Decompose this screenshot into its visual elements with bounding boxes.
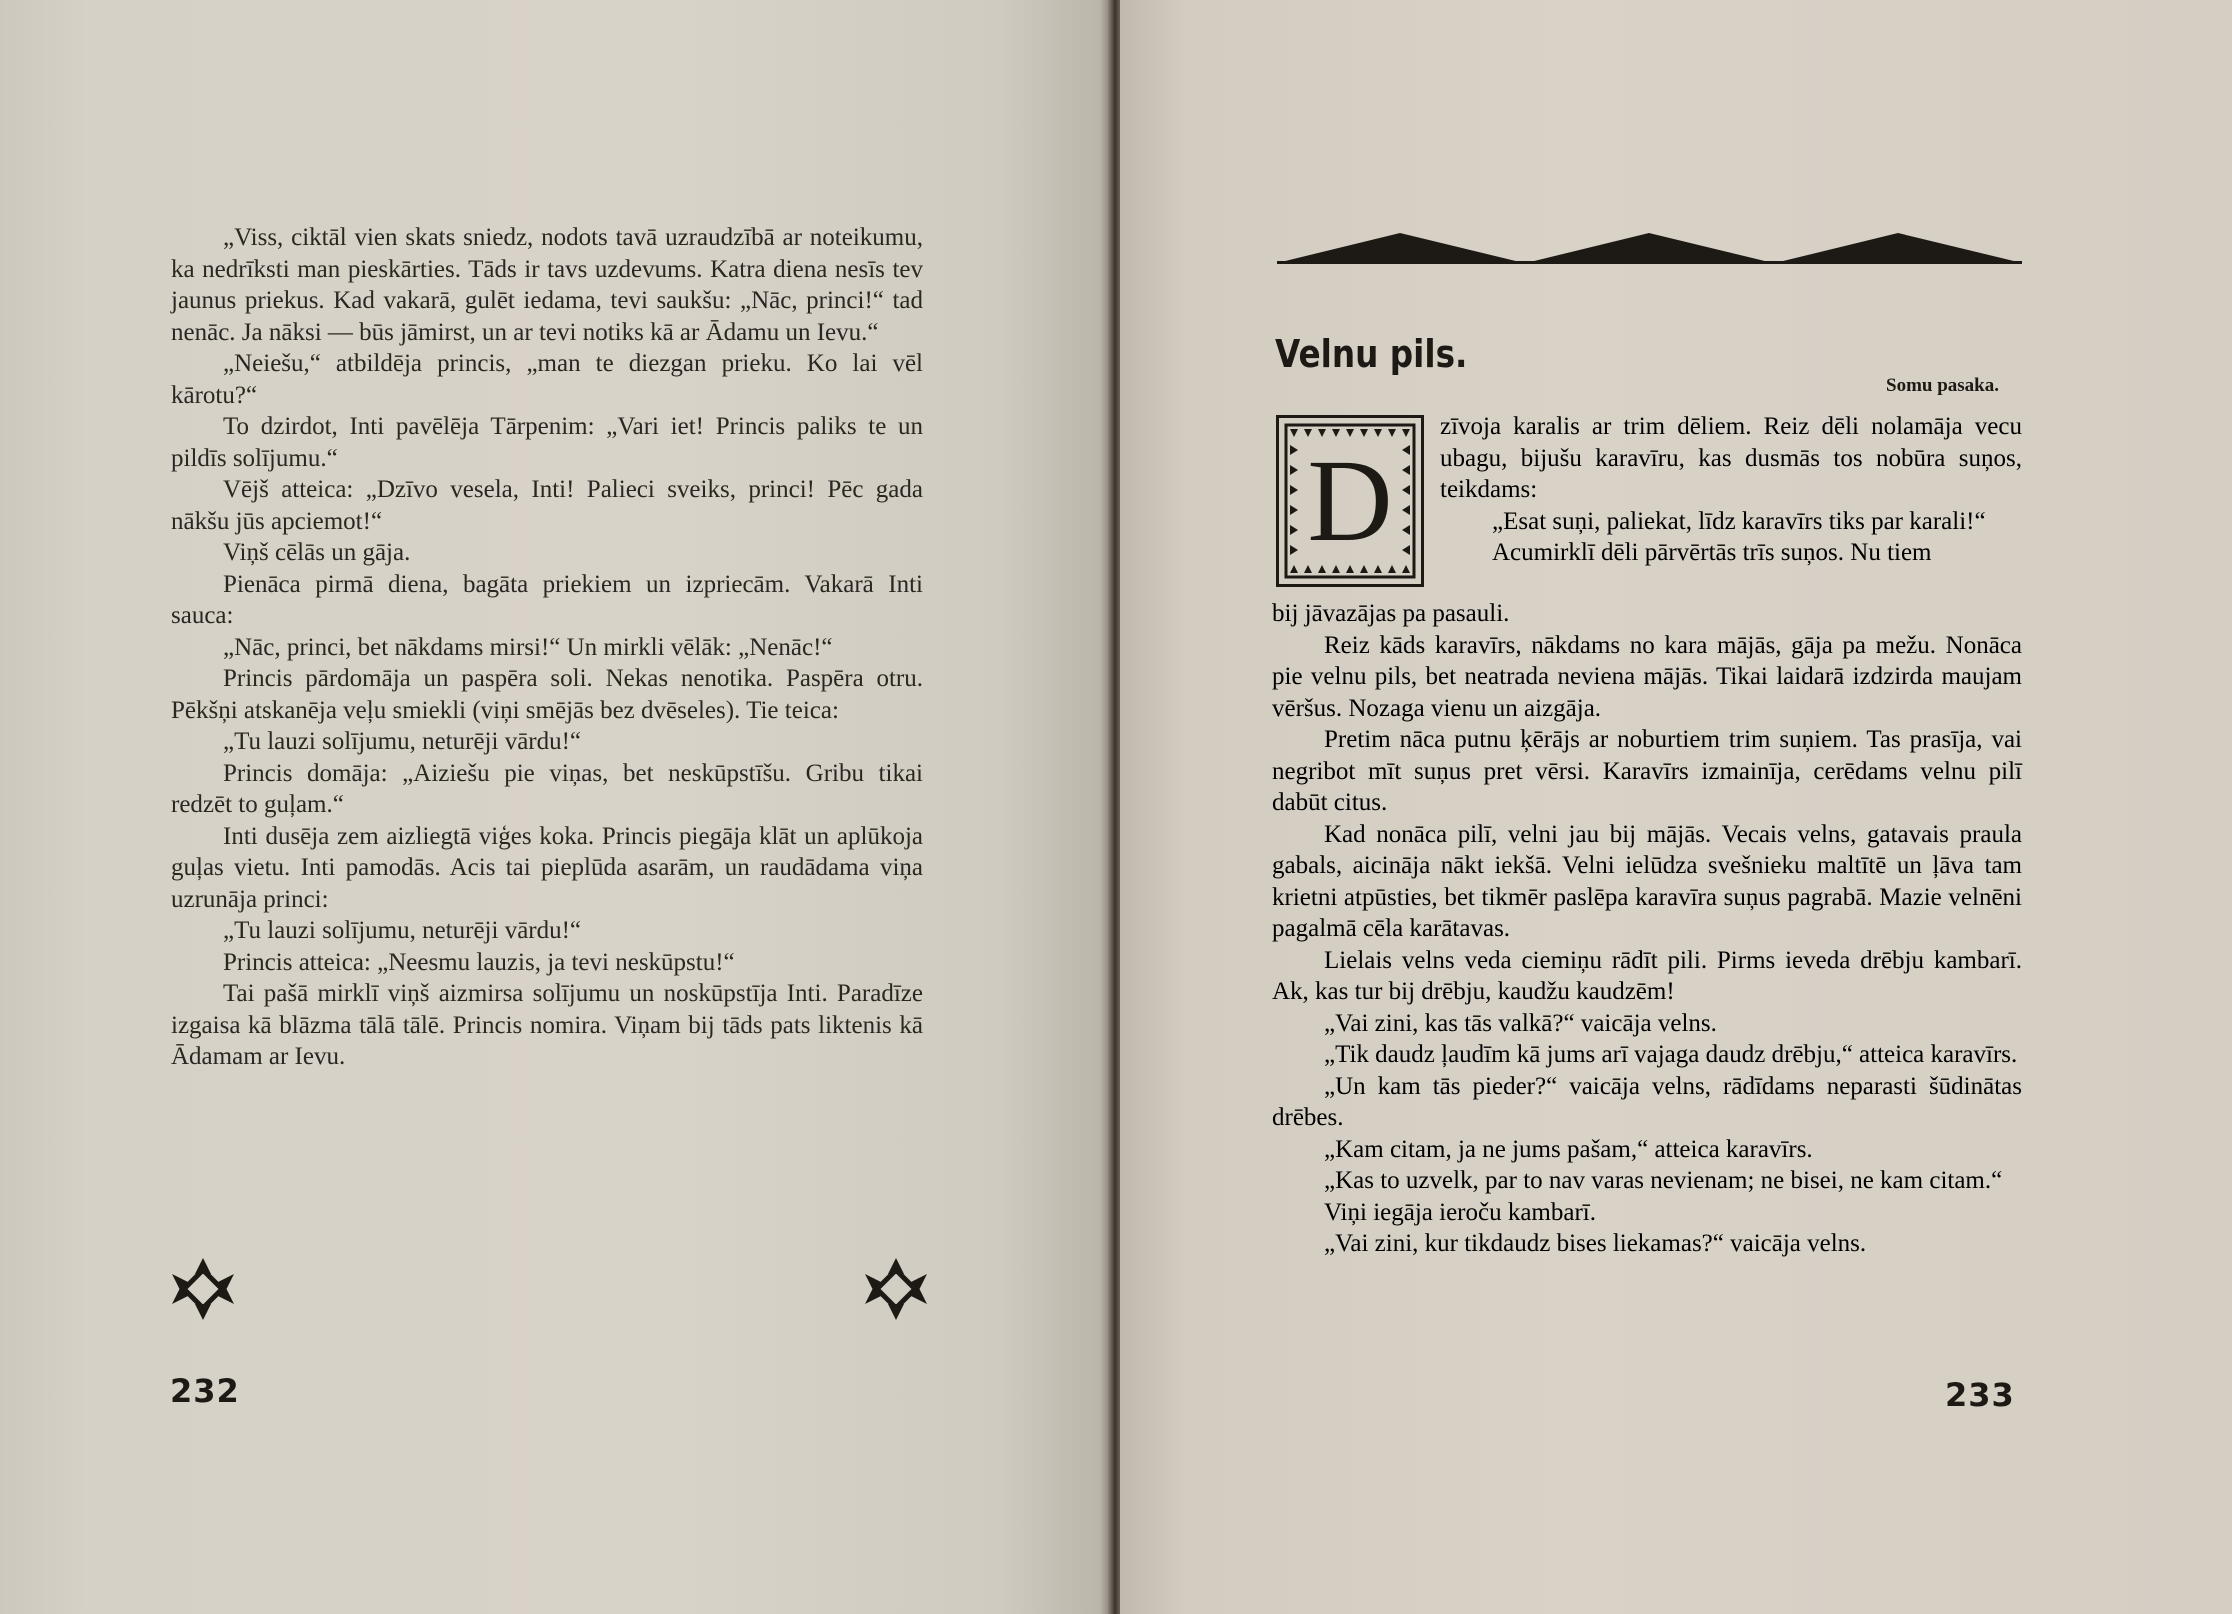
paragraph: „Vai zini, kas tās valkā?“ vaicāja velns. — [1324, 1009, 1717, 1037]
right-page-text — [1272, 598, 2022, 1260]
paragraph: Princis pārdomāja un paspēra soli. Nekas nenotika. Paspēra otru. Pēkšņi atskanēja veļu smiekli (viņi smējās bez dvēseles). Tie teica: — [171, 665, 923, 724]
paragraph: „Esat suņi, paliekat, līdz karavīrs tiks par karali!“ — [1492, 507, 1986, 535]
paragraph: „Un kam tās pieder?“ vaicāja velns, rādīdams neparasti šūdinātas drēbes. — [1272, 1072, 2022, 1131]
right-page-wrapped-text — [1440, 411, 2022, 569]
paragraph: zīvoja karalis ar trim dēliem. Reiz dēli nolamāja vecu ubagu, bijušu karavīru, kas dusmās tos nobūra suņos, teikdams: — [1440, 413, 2022, 503]
paragraph: Lielais velns veda ciemiņu rādīt pili. Pirms ieveda drēbju kambarī. Ak, kas tur bij drēbju, kaudžu kaudzēm! — [1272, 946, 2022, 1005]
triangle-header-ornament — [1277, 229, 2022, 269]
paragraph: „Vai zini, kur tikdaudz bises liekamas?“ vaicāja velns. — [1324, 1230, 1867, 1257]
paragraph: „Tu lauzi solījumu, neturēji vārdu!“ — [223, 728, 582, 755]
star-ornament-right — [863, 1256, 929, 1322]
paragraph: Viņi iegāja ieroču kambarī. — [1324, 1198, 1596, 1226]
paragraph: Inti dusēja zem aizliegtā viģes koka. Princis piegāja klāt un aplūkoja guļas vietu. Inti pamodās. Acis tai pieplūda asarām, un raudādama viņa uzrunāja princi: — [171, 822, 923, 913]
paragraph: „Kam citam, ja ne jums pašam,“ atteica karavīrs. — [1324, 1135, 1813, 1163]
chapter-subtitle: Somu pasaka. — [1886, 375, 1999, 396]
paragraph: Princis atteica: „Neesmu lauzis, ja tevi neskūpstu!“ — [223, 948, 735, 976]
page-number: 233 — [1945, 1376, 2015, 1414]
left-page — [0, 0, 1110, 1614]
paragraph: Viņš cēlās un gāja. — [223, 539, 411, 566]
paragraph: „Viss, ciktāl vien skats sniedz, nodots tavā uzraudzībā ar noteikumu, ka nedrīksti man pieskārties. Tāds ir tavs uzdevums. Katra diena nesīs tev jaunus priekus. Kad vakarā, gulēt iedama, tevi saukšu: „Nāc, princi!“ tad nenāc. Ja nāksi — būs jāmirst, un ar tevi notiks kā ar Ādamu un Ievu.“ — [171, 224, 923, 346]
paragraph: bij jāvazājas pa pasauli. — [1272, 600, 1510, 627]
paragraph: „Tik daudz ļaudīm kā jums arī vajaga daudz drēbju,“ atteica karavīrs. — [1324, 1041, 2018, 1068]
paragraph: „Neiešu,“ atbildēja princis, „man te diezgan prieku. Ko lai vēl kārotu?“ — [171, 350, 923, 409]
paragraph: „Nāc, princi, bet nākdams mirsi!“ Un mirkli vēlāk: „Nenāc!“ — [223, 633, 833, 661]
star-ornament-left — [170, 1256, 236, 1322]
paragraph: Princis domāja: „Aiziešu pie viņas, bet neskūpstīšu. Gribu tikai redzēt to guļam.“ — [171, 759, 923, 818]
paragraph: Acumirklī dēli pārvērtās trīs suņos. Nu tiem — [1492, 539, 1932, 566]
paragraph: Tai pašā mirklī viņš aizmirsa solījumu un noskūpstīja Inti. Paradīze izgaisa kā blāzma tālā tālē. Princis nomira. Viņam bij tāds pats liktenis kā Ādamam ar Ievu. — [171, 980, 923, 1070]
page-number: 232 — [170, 1372, 240, 1410]
paragraph: „Tu lauzi solījumu, neturēji vārdu!“ — [223, 917, 582, 944]
paragraph: „Kas to uzvelk, par to nav varas nevienam; ne bisei, ne kam citam.“ — [1324, 1167, 2003, 1194]
paragraph: Pienāca pirmā diena, bagāta priekiem un izpriecām. Vakarā Inti sauca: — [171, 570, 923, 629]
paragraph: Kad nonāca pilī, velni jau bij mājās. Vecais velns, gatavais praula gabals, aicināja nākt iekšā. Velni ielūdza svešnieku maltītē un ļāva tam krietni atpūsties, bet tikmēr paslēpa karavīra suņus pagrabā. Mazie velnēni pagalmā cēla karātavas. — [1272, 820, 2022, 942]
chapter-title: Velnu pils. — [1275, 332, 1468, 376]
drop-cap — [1276, 415, 1424, 587]
left-page-text — [171, 222, 923, 1073]
paragraph: Reiz kāds karavīrs, nākdams no kara mājās, gāja pa mežu. Nonāca pie velnu pils, bet neatrada neviena mājās. Tikai laidarā izdzirda maujam vēršus. Nozaga vienu un aizgāja. — [1272, 631, 2022, 722]
paragraph: To dzirdot, Inti pavēlēja Tārpenim: „Vari iet! Princis paliks te un pildīs solījumu.“ — [171, 413, 923, 472]
paragraph: Pretim nāca putnu ķērājs ar noburtiem trim suņiem. Tas prasīja, vai negribot mīt suņus pret vērsi. Karavīrs izmainīja, cerēdams velnu pilī dabūt citus. — [1272, 726, 2022, 816]
paragraph: Vējš atteica: „Dzīvo vesela, Inti! Palieci sveiks, princi! Pēc gada nākšu jūs apciemot!“ — [171, 476, 923, 535]
drop-cap-letter: D — [1307, 435, 1393, 566]
